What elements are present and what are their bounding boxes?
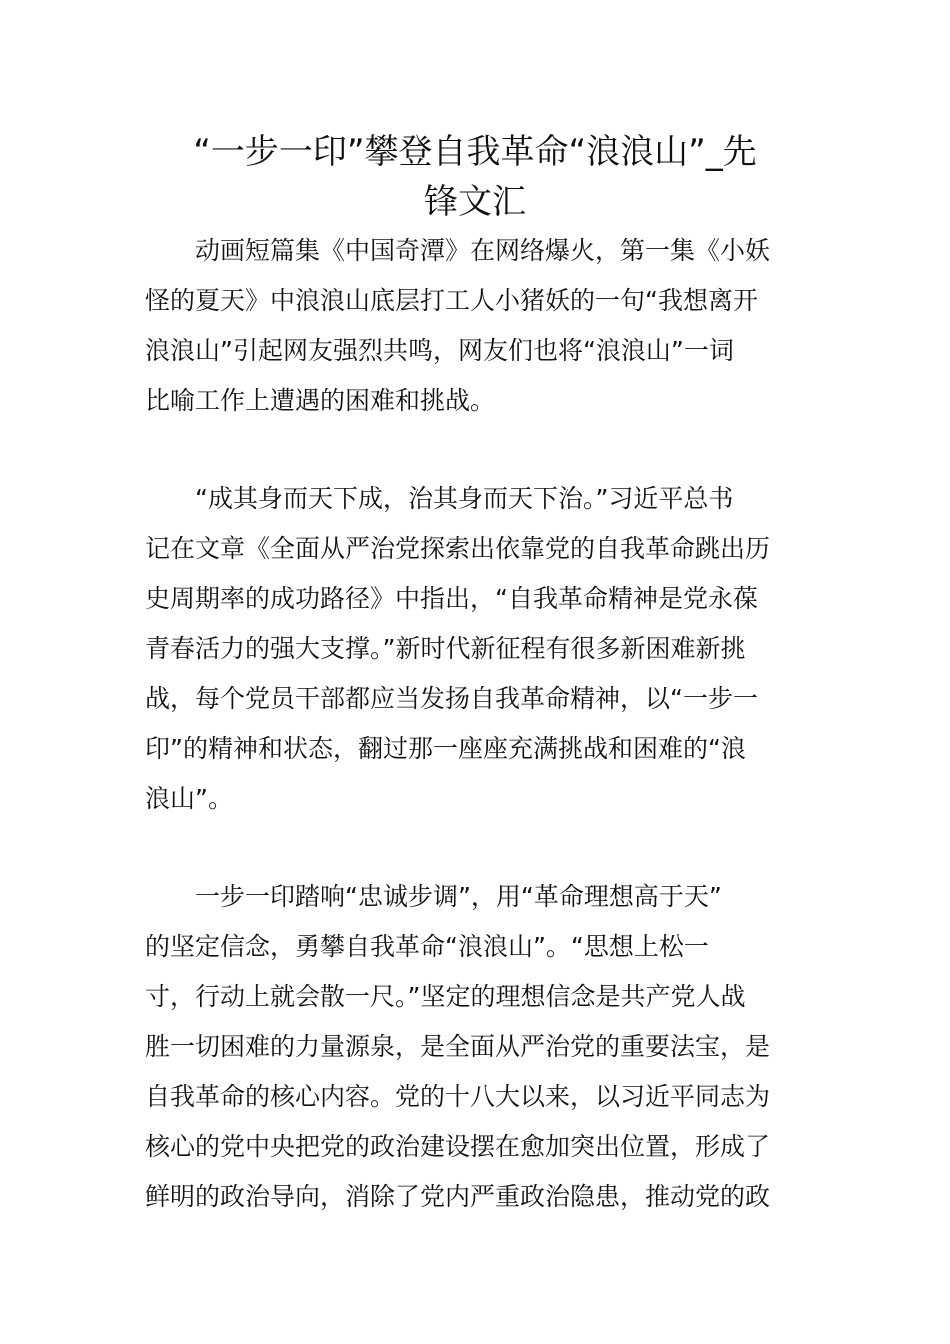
paragraph-1-line-2: 怪的夏天》中浪浪山底层打工人小猪妖的一句“我想离开 — [145, 286, 758, 315]
paragraph-1-line-1: 动画短篇集《中国奇潭》在网络爆火，第一集《小妖 — [195, 236, 771, 265]
paragraph-3-line-6: 核心的党中央把党的政治建设摆在愈加突出位置，形成了 — [145, 1132, 771, 1161]
document-title-line-2: 锋文汇 — [424, 182, 526, 222]
paragraph-1-line-4: 比喻工作上遭遇的困难和挑战。 — [145, 386, 496, 415]
paragraph-2-line-4: 青春活力的强大支撑。”新时代新征程有很多新困难新挑 — [145, 634, 746, 663]
paragraph-2-line-1: “成其身而天下成，治其身而天下治。”习近平总书 — [195, 484, 734, 513]
paragraph-2-line-5: 战，每个党员干部都应当发扬自我革命精神，以“一步一 — [145, 684, 758, 713]
paragraph-2-line-2: 记在文章《全面从严治党探索出依靠党的自我革命跳出历 — [145, 534, 771, 563]
paragraph-3-line-2: 的坚定信念，勇攀自我革命“浪浪山”。“思想上松一 — [145, 932, 709, 961]
paragraph-2-line-7: 浪山”。 — [145, 784, 233, 813]
paragraph-3-line-7: 鲜明的政治导向，消除了党内严重政治隐患，推动党的政 — [145, 1182, 771, 1211]
paragraph-3-line-4: 胜一切困难的力量源泉，是全面从严治党的重要法宝，是 — [145, 1032, 771, 1061]
document-title-line-1: “一步一印”攀登自我革命“浪浪山”_先 — [193, 132, 757, 172]
paragraph-1-line-3: 浪浪山”引起网友强烈共鸣，网友们也将“浪浪山”一词 — [145, 336, 734, 365]
paragraph-3-line-3: 寸，行动上就会散一尺。”坚定的理想信念是共产党人战 — [145, 982, 746, 1011]
paragraph-2-line-6: 印”的精神和状态，翻过那一座座充满挑战和困难的“浪 — [145, 734, 746, 763]
paragraph-3-line-1: 一步一印踏响“忠诚步调”，用“革命理想高于天” — [195, 882, 722, 911]
paragraph-2-line-3: 史周期率的成功路径》中指出，“自我革命精神是党永葆 — [145, 584, 758, 613]
paragraph-3-line-5: 自我革命的核心内容。党的十八大以来，以习近平同志为 — [145, 1082, 771, 1111]
